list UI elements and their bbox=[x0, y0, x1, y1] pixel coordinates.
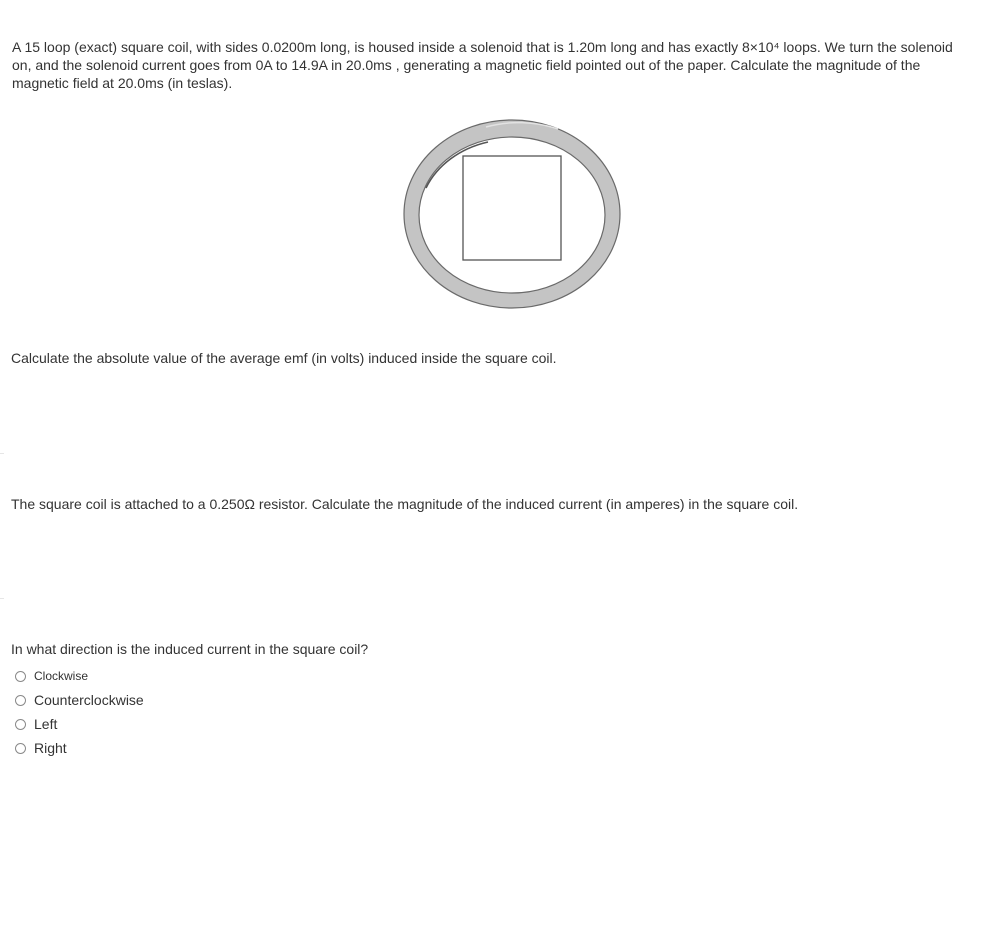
problem-statement: A 15 loop (exact) square coil, with sides 0.0200m long, is housed inside a solenoid that is 1.20m long and has exactly 8×10⁴ loops. We turn the solenoid on, and the solenoid current goes from 0A to 14.9A in 20.0ms , generating a magnetic field pointed out of the paper. Calculate the magnitude of the magnetic field at 20.0ms (in teslas). bbox=[12, 39, 953, 91]
divider-mark bbox=[0, 598, 4, 599]
radio-button[interactable] bbox=[15, 695, 26, 706]
option-label: Left bbox=[34, 716, 58, 732]
radio-button[interactable] bbox=[15, 671, 26, 682]
option-right[interactable] bbox=[15, 736, 144, 760]
option-clockwise[interactable] bbox=[15, 664, 144, 688]
emf-question: Calculate the absolute value of the average emf (in volts) induced inside the square coil. bbox=[11, 350, 557, 366]
direction-options bbox=[15, 664, 144, 760]
solenoid-diagram bbox=[402, 116, 624, 312]
option-left[interactable] bbox=[15, 712, 144, 736]
square-coil bbox=[463, 156, 561, 260]
option-counterclockwise[interactable] bbox=[15, 688, 144, 712]
radio-button[interactable] bbox=[15, 743, 26, 754]
option-label: Right bbox=[34, 740, 67, 756]
option-label: Counterclockwise bbox=[34, 692, 144, 708]
divider-mark bbox=[0, 453, 4, 454]
option-label: Clockwise bbox=[34, 669, 89, 683]
direction-question: In what direction is the induced current in the square coil? bbox=[11, 641, 369, 657]
radio-button[interactable] bbox=[15, 719, 26, 730]
current-question: The square coil is attached to a 0.250Ω resistor. Calculate the magnitude of the induced current (in amperes) in the square coil. bbox=[11, 496, 799, 512]
